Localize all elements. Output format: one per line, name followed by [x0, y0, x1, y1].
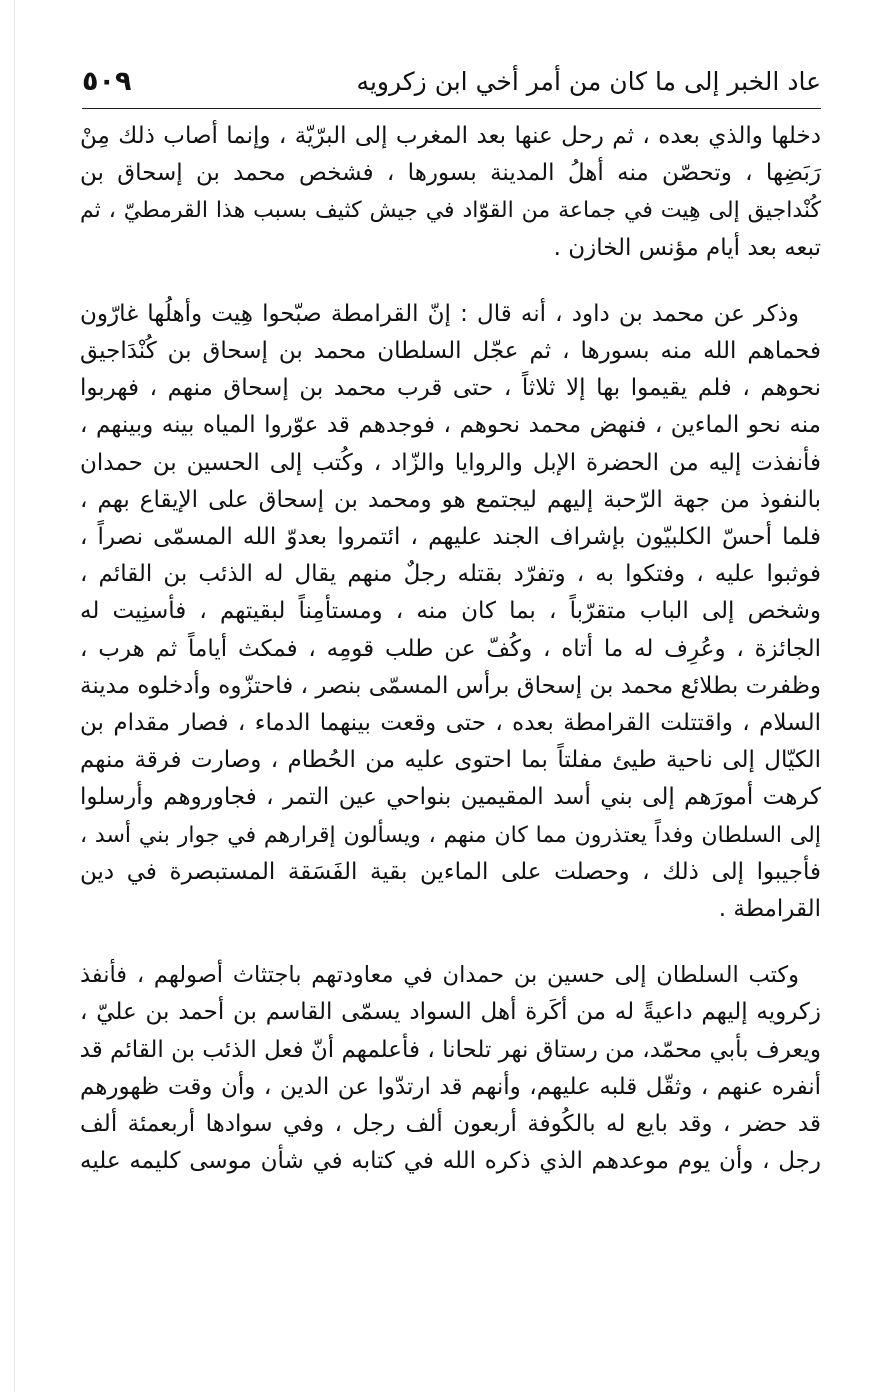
- text-line: زكرويه إليهم داعيةً له من أكَرة أهل السواد يسمّى القاسم بن أحمد بن عليّ ،: [80, 999, 821, 1026]
- text-line: كرهت أمورَهم إلى بني أسد المقيمين بنواحي عين التمر ، فجاوروهم وأرسلوا: [80, 784, 821, 811]
- text-line: قد حضر ، وقد بايع له بالكُوفة أربعون ألف رجل ، وفي سوادها أربعمئة ألف: [80, 1111, 821, 1138]
- header-rule: [82, 108, 821, 109]
- text-line: نحوهم ، فلم يقيموا بها إلا ثلاثاً ، حتى قرب محمد بن إسحاق منهم ، فهربوا: [80, 375, 821, 402]
- text-line: أنفره عنهم ، وثقّل قلبه عليهم، وأنهم قد ارتدّوا عن الدين ، وأن وقت ظهورهم: [80, 1073, 821, 1100]
- text-line: رَبَضِها ، وتحصّن منه أهلُ المدينة بسورها ، فشخص محمد بن إسحاق بن: [80, 160, 821, 187]
- text-line: كُنْداجيق إلى هِيت في جماعة من القوّاد في جيش كثيف بسبب هذا القرمطيّ ، ثم: [80, 198, 821, 224]
- text-line: القرامطة .: [718, 896, 821, 923]
- text-line: الكيّال إلى ناحية طيئ مفلتاً بما احتوى عليه من الحُطام ، وصارت فرقة منهم: [80, 747, 821, 774]
- text-line: وذكر عن محمد بن داود ، أنه قال : إنّ القرامطة صبّحوا هِيت وأهلُها غارّون: [80, 300, 799, 327]
- text-line: منه نحو الماءين ، فنهض محمد نحوهم ، فوجدهم قد عوّروا المياه بينه وبينهم ،: [80, 412, 821, 439]
- text-line: إلى السلطان وفداً يعتذرون مما كان منهم ، ويسألون إقرارهم في جوار بني أسد ،: [80, 822, 821, 848]
- text-line: وكتب السلطان إلى حسين بن حمدان في معاودتهم باجتثاث أصولهم ، فأنفذ: [80, 962, 799, 989]
- text-line: وشخص إلى الباب متقرّباً ، بما كان منه ، ومستأمِناً لبقيتهم ، فأسنِيت له: [80, 598, 821, 625]
- scan-edge-shadow: [14, 0, 15, 1392]
- text-line: تبعه بعد أيام مؤنس الخازن .: [553, 234, 821, 261]
- text-line: فلما أحسّ الكلبيّون بإشراف الجند عليهم ، ائتمروا بعدوّ الله المسمّى نصراً ،: [80, 524, 821, 551]
- text-line: دخلها والذي بعده ، ثم رحل عنها بعد المغرب إلى البرّيّة ، وإنما أصاب ذلك مِنْ: [80, 123, 821, 149]
- text-line: السلام ، واقتتلت القرامطة بعده ، حتى وقعت بينهما الدماء ، فصار مقدام بن: [80, 710, 821, 737]
- text-line: فأجيبوا إلى ذلك ، وحصلت على الماءين بقية الفَسَقة المستبصرة في دين: [80, 858, 821, 885]
- text-line: فحماهم الله منه بسورها ، ثم عجّل السلطان محمد بن إسحاق بن كُنْدَاجيق: [80, 338, 821, 365]
- paragraph-1: [80, 118, 821, 267]
- running-title: عاد الخبر إلى ما كان من أمر أخي ابن زكرويه: [356, 67, 821, 96]
- text-line: رجل ، وأن يوم موعدهم الذي ذكره الله في كتابه في شأن موسى كليمه عليه: [80, 1148, 821, 1175]
- page-number: ٥٠٩: [82, 66, 132, 97]
- paragraph-3: [80, 957, 821, 1180]
- page-header: [82, 62, 821, 102]
- body-text: [80, 118, 821, 1180]
- text-line: ويعرف بأبي محمّد، من رستاق نهر تلحانا ، فأعلمهم أنّ فعل الذئب بن القائم قد: [79, 1036, 821, 1063]
- text-line: فأنفذت إليه من الحضرة الإبل والروايا والزّاد ، وكُتب إلى الحسين بن حمدان: [80, 449, 821, 476]
- text-line: فوثبوا عليه ، وفتكوا به ، وتفرّد بقتله رجلٌ منهم يقال له الذئب بن القائم ،: [80, 561, 821, 588]
- paragraph-2: [80, 296, 821, 928]
- text-line: بالنفوذ من جهة الرّحبة إليهم ليجتمع هو ومحمد بن إسحاق على الإيقاع بهم ،: [80, 486, 821, 513]
- text-line: الجائزة ، وعُرِف له ما أتاه ، وكُفّ عن طلب قومِه ، فمكث أياماً ثم هرب ،: [80, 635, 821, 662]
- text-line: وظفرت بطلائع محمد بن إسحاق برأس المسمّى بنصر ، فاحتزّوه وأدخلوه مدينة: [80, 672, 821, 699]
